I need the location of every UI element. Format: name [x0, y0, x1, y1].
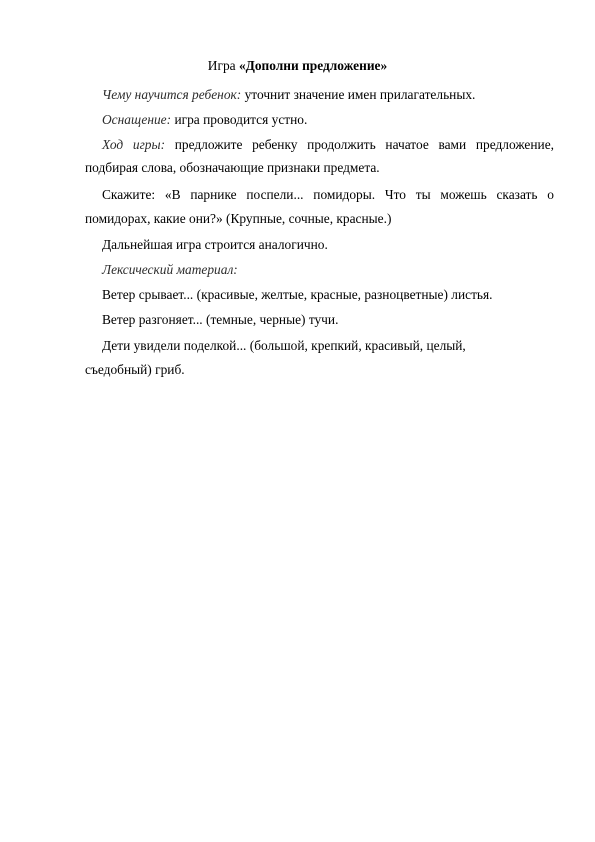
- lexical-item-1: Ветер срывает... (красивые, желтые, красные, разноцветные) листья.: [102, 287, 493, 302]
- title-prefix: Игра: [207, 58, 239, 73]
- lexical-label: Лексический материал:: [102, 262, 238, 277]
- goal-paragraph: [102, 87, 475, 103]
- game-title: [0, 58, 595, 74]
- lexical-item-3-continuation: съедобный) гриб.: [85, 362, 185, 377]
- goal-label: Чему научится ребенок:: [102, 87, 242, 102]
- equipment-label: Оснащение:: [102, 112, 172, 127]
- procedure-label: Ход игры:: [102, 137, 166, 152]
- say-line-1: Скажите: «В парнике поспели... помидоры. Что ты можешь сказать о: [102, 187, 554, 202]
- lexical-item-3: Дети увидели поделкой... (большой, крепкий, красивый, целый,: [102, 338, 466, 353]
- continuation-paragraph: Дальнейшая игра строится аналогично.: [102, 237, 328, 252]
- lexical-item-2: Ветер разгоняет... (темные, черные) тучи.: [102, 312, 339, 327]
- goal-text: уточнит значение имен прилагательных.: [241, 87, 476, 102]
- title-name: «Дополни предложение»: [238, 58, 388, 73]
- procedure-text-1: предложите ребенку продолжить начатое вами предложение,: [165, 137, 554, 152]
- say-line-2: помидорах, какие они?» (Крупные, сочные, красные.): [85, 211, 392, 226]
- equipment-text: игра проводится устно.: [171, 112, 308, 127]
- procedure-line-1: [85, 137, 554, 153]
- equipment-paragraph: [102, 112, 307, 128]
- procedure-line-2: подбирая слова, обозначающие признаки предмета.: [85, 160, 380, 175]
